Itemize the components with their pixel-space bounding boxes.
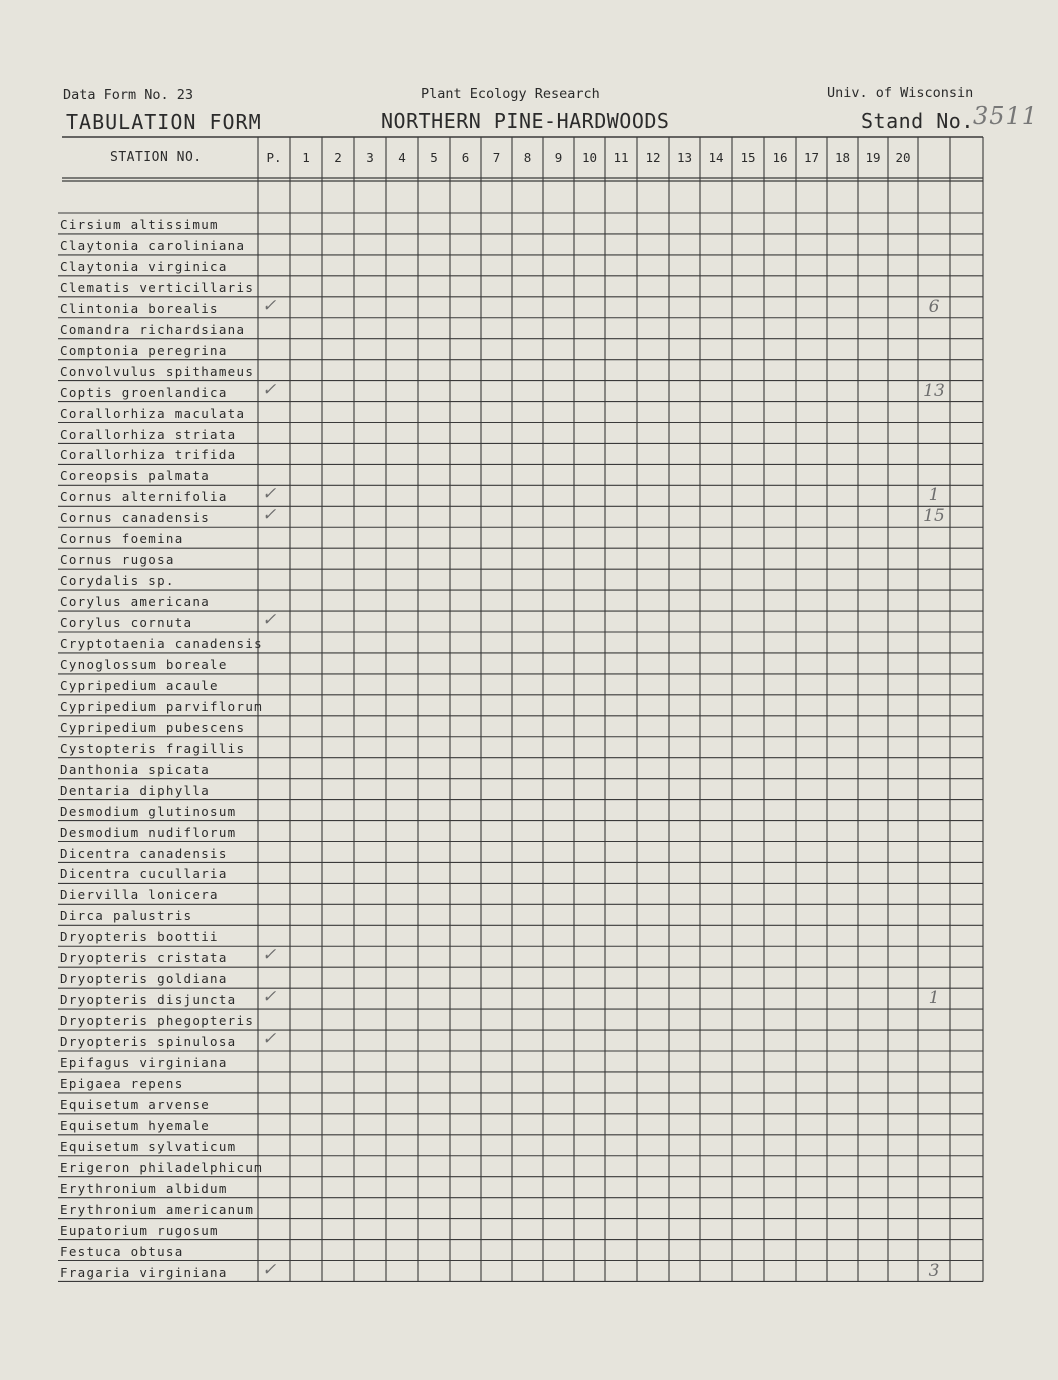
presence-check-mark: ✓ xyxy=(262,379,277,400)
species-count-handwritten: 6 xyxy=(928,296,940,317)
species-name: Corydalis sp. xyxy=(60,573,175,589)
column-heading: 19 xyxy=(865,150,881,165)
column-heading: 3 xyxy=(366,150,374,165)
form-number: Data Form No. 23 xyxy=(63,87,194,103)
species-name: Cypripedium pubescens xyxy=(60,719,246,735)
species-name: Cornus canadensis xyxy=(60,510,211,526)
organization-name: Plant Ecology Research xyxy=(421,86,600,102)
presence-check-mark: ✓ xyxy=(262,1259,277,1280)
species-count-handwritten: 3 xyxy=(928,1260,940,1281)
species-name: Cryptotaenia canadensis xyxy=(60,636,263,651)
species-name: Coreopsis palmata xyxy=(60,468,211,484)
stand-number-handwritten: 3511 xyxy=(973,102,1039,130)
species-name: Dicentra canadensis xyxy=(60,845,228,861)
species-name: Cornus alternifolia xyxy=(60,489,228,505)
species-name: Dryopteris cristata xyxy=(60,950,228,966)
species-name: Cornus rugosa xyxy=(60,552,175,568)
species-name: Corallorhiza maculata xyxy=(60,405,246,421)
species-name: Claytonia virginica xyxy=(60,258,228,274)
stand-label: Stand No. xyxy=(861,109,974,133)
column-heading: 15 xyxy=(740,150,756,165)
presence-check-mark: ✓ xyxy=(262,505,277,526)
species-name: Comptonia peregrina xyxy=(60,342,228,358)
column-heading: 1 xyxy=(302,150,310,165)
species-name: Comandra richardsiana xyxy=(60,321,246,337)
column-heading: 17 xyxy=(803,150,820,165)
species-name: Dirca palustris xyxy=(60,908,193,924)
species-name: Eupatorium rugosum xyxy=(60,1222,219,1238)
species-count-handwritten: 1 xyxy=(928,988,940,1009)
species-name: Cynoglossum boreale xyxy=(60,656,228,672)
column-heading: 8 xyxy=(523,150,532,165)
species-name: Dryopteris boottii xyxy=(60,929,219,945)
column-heading: 20 xyxy=(895,150,911,165)
species-name: Equisetum arvense xyxy=(60,1096,211,1112)
column-heading: 14 xyxy=(708,150,724,165)
species-name: Danthonia spicata xyxy=(60,761,211,777)
presence-check-mark: ✓ xyxy=(262,945,277,966)
species-name: Cypripedium acaule xyxy=(60,677,219,693)
species-name: Dryopteris disjuncta xyxy=(60,992,237,1008)
species-name: Desmodium glutinosum xyxy=(60,803,237,819)
species-name: Claytonia caroliniana xyxy=(60,237,246,253)
presence-check-mark: ✓ xyxy=(262,987,277,1008)
column-heading: 16 xyxy=(772,150,788,165)
column-heading: 5 xyxy=(430,150,438,165)
species-name: Corylus cornuta xyxy=(60,615,193,631)
column-heading: 6 xyxy=(461,150,470,165)
station-no-label: STATION NO. xyxy=(110,150,202,165)
species-count-handwritten: 13 xyxy=(923,380,945,401)
species-name: Equisetum hyemale xyxy=(60,1117,211,1133)
column-heading: 7 xyxy=(492,150,501,165)
species-name: Erythronium americanum xyxy=(60,1201,255,1217)
species-name: Festuca obtusa xyxy=(60,1243,184,1259)
column-heading: 12 xyxy=(645,150,661,165)
species-name: Dryopteris phegopteris xyxy=(60,1013,255,1029)
species-name: Dryopteris goldiana xyxy=(60,971,228,987)
column-heading: 9 xyxy=(554,150,563,165)
species-name: Dicentra cucullaria xyxy=(60,866,228,882)
species-name: Erigeron philadelphicum xyxy=(60,1159,263,1175)
species-count-handwritten: 15 xyxy=(923,506,945,527)
column-heading: 18 xyxy=(834,150,851,165)
column-heading: P. xyxy=(266,150,282,165)
form-title: TABULATION FORM xyxy=(66,110,262,134)
university-name: Univ. of Wisconsin xyxy=(827,85,974,101)
species-name: Diervilla lonicera xyxy=(60,887,219,903)
column-heading: 2 xyxy=(334,150,342,165)
species-name: Cypripedium parviflorum xyxy=(60,698,263,714)
species-name: Epigaea repens xyxy=(60,1075,184,1091)
species-name: Desmodium nudiflorum xyxy=(60,824,237,840)
species-count-handwritten: 1 xyxy=(928,485,940,506)
column-heading: 4 xyxy=(398,150,406,165)
presence-check-mark: ✓ xyxy=(262,295,277,316)
species-name: Cirsium altissimum xyxy=(60,217,219,232)
species-name: Corylus americana xyxy=(60,594,211,610)
species-name: Clintonia borealis xyxy=(60,300,219,316)
species-name: Epifagus virginiana xyxy=(60,1055,228,1070)
species-name: Convolvulus spithameus xyxy=(60,363,255,379)
presence-check-mark: ✓ xyxy=(262,610,277,631)
column-heading: 11 xyxy=(613,150,629,165)
species-name: Equisetum sylvaticum xyxy=(60,1138,237,1154)
form-subtitle: NORTHERN PINE-HARDWOODS xyxy=(381,109,670,133)
species-name: Coptis groenlandica xyxy=(60,384,228,400)
species-name: Dryopteris spinulosa xyxy=(60,1034,237,1050)
column-heading: 10 xyxy=(581,150,598,165)
species-name: Corallorhiza striata xyxy=(60,426,237,442)
presence-check-mark: ✓ xyxy=(262,1029,277,1050)
species-name: Cornus foemina xyxy=(60,531,184,547)
species-name: Dentaria diphylla xyxy=(60,782,211,798)
species-name: Corallorhiza trifida xyxy=(60,447,237,463)
species-name: Fragaria virginiana xyxy=(60,1264,228,1280)
presence-check-mark: ✓ xyxy=(262,484,277,505)
species-name: Erythronium albidum xyxy=(60,1180,228,1196)
column-heading: 13 xyxy=(676,150,693,165)
species-name: Cystopteris fragillis xyxy=(60,740,246,756)
species-name: Clematis verticillaris xyxy=(60,279,255,295)
